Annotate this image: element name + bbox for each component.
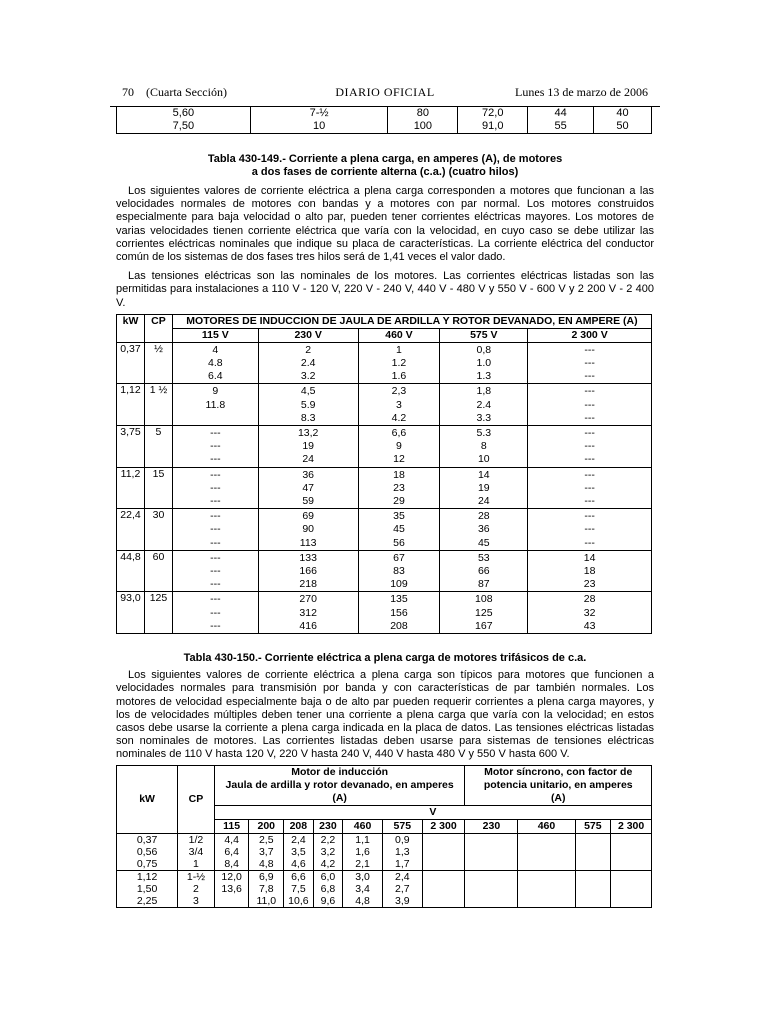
newspaper-title: DIARIO OFICIAL bbox=[335, 85, 435, 99]
table-cell: 135 156 208 bbox=[358, 592, 440, 634]
header-motor-group: MOTORES DE INDUCCION DE JAULA DE ARDILLA Y ROTOR DEVANADO, EN AMPERE (A) bbox=[172, 314, 651, 328]
table-cell: 40 bbox=[594, 107, 652, 120]
table-cell: 91,0 bbox=[458, 120, 528, 134]
table-cell: 1,8 2.4 3.3 bbox=[440, 384, 528, 426]
table-cell: 1-½ 2 3 bbox=[178, 870, 215, 907]
table-cell: 30 bbox=[144, 509, 172, 551]
table-row bbox=[117, 509, 652, 551]
table-row bbox=[117, 833, 652, 870]
voltage-header-cell: 230 bbox=[313, 819, 343, 833]
header-date: Lunes 13 de marzo de 2006 bbox=[515, 85, 648, 99]
table-cell: 1 ½ bbox=[144, 384, 172, 426]
table-cell: 1,1 1,6 2,1 bbox=[343, 833, 383, 870]
table-cell: 2,5 3,7 4,8 bbox=[249, 833, 284, 870]
table-cell bbox=[518, 870, 575, 907]
table-cell: 270 312 416 bbox=[258, 592, 358, 634]
table-149-title-line1: Tabla 430-149.- Corriente a plena carga, en amperes (A), de motores bbox=[207, 153, 563, 165]
voltage-header-cell: 230 V bbox=[258, 328, 358, 342]
page-number: 70 bbox=[122, 85, 134, 99]
table-cell: 0,37 bbox=[117, 342, 145, 384]
header-synchronous-motor: Motor síncrono, con factor de potencia unitario, en amperes (A) bbox=[465, 765, 652, 805]
table-cell: 10 bbox=[250, 120, 388, 134]
table-cell: 12,0 13,6 bbox=[214, 870, 249, 907]
table-row bbox=[117, 120, 652, 134]
continued-table-body bbox=[117, 107, 652, 134]
table-cell: 28 36 45 bbox=[440, 509, 528, 551]
table-150-paragraph: Los siguientes valores de corriente eléctrica a plena carga son típicos para motores que funcionen a velocidades normales para transmisión por banda y con características de par también normales. Los motores de velocidad especialmente baja o de alto par pueden requerir corrientes a plena carga mayores, y los de velocidades múltiples deben tener una corriente a plena carga que varía con la velocidad; en estos casos debe usarse la corriente a plena carga indicada en la placa de datos. Las tensiones eléctricas listadas son nominales de motores. Las corrientes listadas deben usarse para sistemas de tensiones eléctricas nominales de 110 V hasta 120 V, 220 V hasta 240 V, 440 V hasta 480 V y 550 V hasta 600 V. bbox=[116, 669, 654, 761]
table-cell: 3,75 bbox=[117, 426, 145, 468]
voltage-header-cell: 2 300 bbox=[422, 819, 465, 833]
table-149-body bbox=[117, 342, 652, 633]
table-cell bbox=[575, 870, 611, 907]
voltage-header-cell: 460 bbox=[518, 819, 575, 833]
table-cell: 0,9 1,3 1,7 bbox=[382, 833, 422, 870]
table-cell: --- --- --- bbox=[528, 509, 652, 551]
section-label: (Cuarta Sección) bbox=[146, 85, 227, 99]
table-cell: 72,0 bbox=[458, 107, 528, 120]
table-150 bbox=[116, 765, 652, 908]
table-cell: 133 166 218 bbox=[258, 550, 358, 592]
table-cell: 80 bbox=[388, 107, 458, 120]
table-cell: 4,5 5.9 8.3 bbox=[258, 384, 358, 426]
table-cell: 2,4 3,5 4,6 bbox=[284, 833, 314, 870]
table-cell: 1 1.2 1.6 bbox=[358, 342, 440, 384]
table-cell: 7-½ bbox=[250, 107, 388, 120]
table-cell bbox=[611, 833, 652, 870]
table-cell: 67 83 109 bbox=[358, 550, 440, 592]
table-cell: ½ bbox=[144, 342, 172, 384]
voltage-header-row bbox=[117, 328, 652, 342]
voltage-header-cell: 575 bbox=[575, 819, 611, 833]
table-row bbox=[117, 467, 652, 509]
voltage-header-cell: 460 bbox=[343, 819, 383, 833]
table-row bbox=[117, 342, 652, 384]
table-cell: 6,6 7,5 10,6 bbox=[284, 870, 314, 907]
voltage-header-cell: 115 bbox=[214, 819, 249, 833]
voltage-header-cell: 575 V bbox=[440, 328, 528, 342]
table-cell: --- --- --- bbox=[528, 342, 652, 384]
table-cell: --- --- --- bbox=[172, 592, 258, 634]
table-cell: 55 bbox=[528, 120, 594, 134]
table-cell: 11,2 bbox=[117, 467, 145, 509]
table-cell: 15 bbox=[144, 467, 172, 509]
table-cell: 9 11.8 bbox=[172, 384, 258, 426]
table-cell: --- --- --- bbox=[528, 384, 652, 426]
table-cell: 14 18 23 bbox=[528, 550, 652, 592]
table-cell: --- --- --- bbox=[528, 467, 652, 509]
table-cell: 1,12 1,50 2,25 bbox=[117, 870, 178, 907]
table-149-title-line2: a dos fases de corriente alterna (c.a.) (cuatro hilos) bbox=[251, 166, 519, 178]
table-149-paragraph-1: Los siguientes valores de corriente eléctrica a plena carga corresponden a motores que funcionan a las velocidades normales de motores con bandas y a motores con par normal. Los motores construidos especialmente para baja velocidad o alto par, pueden tener corrientes eléctricas mayores. Los motores de varias velocidades tienen corriente eléctrica que varía con la velocidad, en cuyo caso se debe utilizar las corrientes eléctricas nominales que indique su placa de características. La corriente eléctrica del conductor común de los sistemas de dos fases tres hilos será de 1,41 veces el valor dado. bbox=[116, 185, 654, 264]
table-cell: 18 23 29 bbox=[358, 467, 440, 509]
table-150-body bbox=[117, 833, 652, 907]
table-row bbox=[117, 107, 652, 120]
table-cell: --- --- --- bbox=[528, 426, 652, 468]
table-cell: 2,4 2,7 3,9 bbox=[382, 870, 422, 907]
header-kw-150: kW bbox=[117, 765, 178, 833]
table-cell: 4,4 6,4 8,4 bbox=[214, 833, 249, 870]
table-cell bbox=[611, 870, 652, 907]
voltage-header-cell: 200 bbox=[249, 819, 284, 833]
table-cell: 2 2.4 3.2 bbox=[258, 342, 358, 384]
table-149-paragraph-2: Las tensiones eléctricas son las nominales de los motores. Las corrientes eléctricas listadas son las permitidas para instalaciones a 110 V - 120 V, 220 V - 240 V, 440 V - 480 V y 550 V - 600 V y 2 200 V - 2 400 V. bbox=[116, 270, 654, 309]
table-cell bbox=[422, 833, 465, 870]
table-cell: 1/2 3/4 1 bbox=[178, 833, 215, 870]
table-cell: 13,2 19 24 bbox=[258, 426, 358, 468]
table-cell: 14 19 24 bbox=[440, 467, 528, 509]
voltage-header-cell: 208 bbox=[284, 819, 314, 833]
table-cell: 100 bbox=[388, 120, 458, 134]
table-cell: --- --- --- bbox=[172, 467, 258, 509]
table-cell bbox=[422, 870, 465, 907]
table-cell: 108 125 167 bbox=[440, 592, 528, 634]
table-149-title bbox=[110, 153, 660, 179]
table-cell: 44,8 bbox=[117, 550, 145, 592]
table-cell: 50 bbox=[594, 120, 652, 134]
header-induction-motor: Motor de inducción Jaula de ardilla y rotor devanado, en amperes (A) bbox=[214, 765, 465, 805]
table-cell bbox=[465, 833, 518, 870]
table-row bbox=[117, 550, 652, 592]
table-cell: 35 45 56 bbox=[358, 509, 440, 551]
table-cell: 5 bbox=[144, 426, 172, 468]
table-cell: 2,2 3,2 4,2 bbox=[313, 833, 343, 870]
table-cell: 4 4.8 6.4 bbox=[172, 342, 258, 384]
table-cell: 5.3 8 10 bbox=[440, 426, 528, 468]
table-cell: --- --- --- bbox=[172, 509, 258, 551]
table-cell: 3,0 3,4 4,8 bbox=[343, 870, 383, 907]
table-149 bbox=[116, 314, 652, 634]
table-cell: 6,0 6,8 9,6 bbox=[313, 870, 343, 907]
table-cell: --- --- --- bbox=[172, 426, 258, 468]
document-page bbox=[110, 84, 660, 908]
page-header bbox=[110, 84, 660, 107]
table-cell: 69 90 113 bbox=[258, 509, 358, 551]
table-cell: 7,50 bbox=[172, 120, 195, 132]
table-cell bbox=[575, 833, 611, 870]
header-cp: CP bbox=[144, 314, 172, 342]
table-cell: 60 bbox=[144, 550, 172, 592]
table-cell: 5,60 bbox=[172, 107, 195, 119]
table-cell: 6,9 7,8 11,0 bbox=[249, 870, 284, 907]
table-row bbox=[117, 426, 652, 468]
table-150-title: Tabla 430-150.- Corriente eléctrica a plena carga de motores trifásicos de c.a. bbox=[183, 652, 587, 665]
table-cell: 0,8 1.0 1.3 bbox=[440, 342, 528, 384]
table-cell: 93,0 bbox=[117, 592, 145, 634]
table-row bbox=[117, 592, 652, 634]
table-cell: 44 bbox=[528, 107, 594, 120]
table-cell: 53 66 87 bbox=[440, 550, 528, 592]
table-row bbox=[117, 384, 652, 426]
table-cell: 28 32 43 bbox=[528, 592, 652, 634]
header-kw: kW bbox=[117, 314, 145, 342]
table-row bbox=[117, 870, 652, 907]
voltage-header-cell: 460 V bbox=[358, 328, 440, 342]
table-cell: 125 bbox=[144, 592, 172, 634]
voltage-header-cell: 2 300 V bbox=[528, 328, 652, 342]
header-cp-150: CP bbox=[178, 765, 215, 833]
voltage-header-cell: 2 300 bbox=[611, 819, 652, 833]
table-cell: 22,4 bbox=[117, 509, 145, 551]
table-cell: --- --- --- bbox=[172, 550, 258, 592]
header-volts: V bbox=[214, 805, 651, 819]
table-cell bbox=[465, 870, 518, 907]
table-cell bbox=[518, 833, 575, 870]
table-cell: 1,12 bbox=[117, 384, 145, 426]
voltage-header-cell: 575 bbox=[382, 819, 422, 833]
voltage-header-cell: 230 bbox=[465, 819, 518, 833]
table-cell: 36 47 59 bbox=[258, 467, 358, 509]
table-cell: 2,3 3 4.2 bbox=[358, 384, 440, 426]
continued-table bbox=[116, 107, 652, 134]
voltage-header-cell: 115 V bbox=[172, 328, 258, 342]
table-cell: 6,6 9 12 bbox=[358, 426, 440, 468]
table-cell: 0,37 0,56 0,75 bbox=[117, 833, 178, 870]
